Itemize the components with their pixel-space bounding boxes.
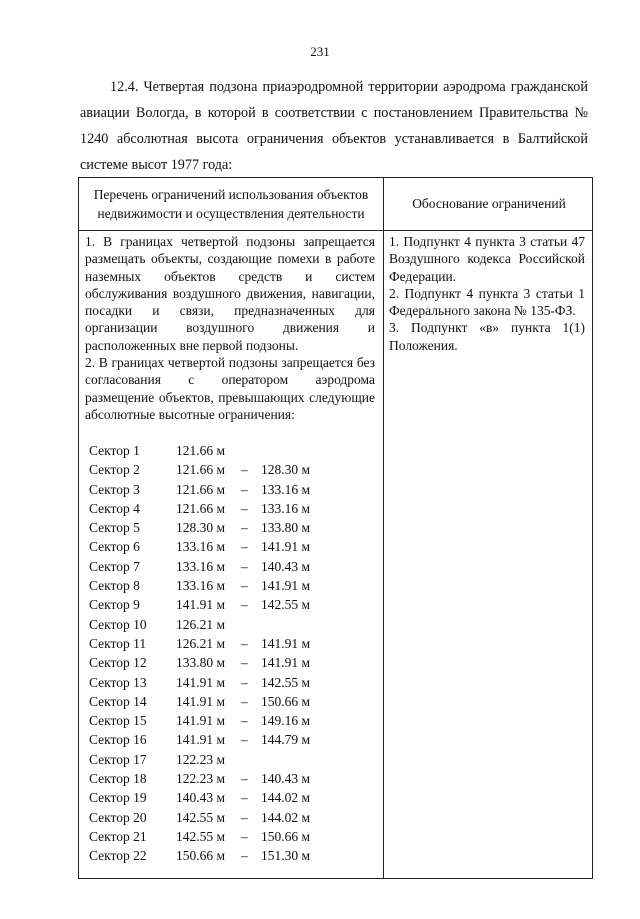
sector-max: 144.02 м xyxy=(261,790,311,806)
sector-name: Сектор 17 xyxy=(89,751,147,767)
sector-name: Сектор 3 xyxy=(89,481,140,497)
sector-row xyxy=(89,692,379,711)
sector-dash: – xyxy=(241,771,248,787)
sector-row xyxy=(89,730,379,749)
sector-dash: – xyxy=(241,520,248,536)
sector-dash: – xyxy=(241,655,248,671)
sector-min: 121.66 м xyxy=(176,462,226,478)
header-restrictions: Перечень ограничений использования объектов недвижимости и осуществления деятельности xyxy=(93,187,369,221)
sector-row xyxy=(89,769,379,788)
sector-row xyxy=(89,846,379,865)
sector-row xyxy=(89,480,379,499)
sector-name: Сектор 13 xyxy=(89,674,147,690)
sector-dash: – xyxy=(241,732,248,748)
sector-dash: – xyxy=(241,481,248,497)
sector-max: 150.66 м xyxy=(261,828,311,844)
header-divider xyxy=(79,230,592,231)
justification-item: 2. Подпункт 4 пункта 3 статьи 1 Федерального закона № 135-ФЗ. xyxy=(389,285,585,319)
sector-list xyxy=(89,441,379,866)
sector-row xyxy=(89,576,379,595)
sector-name: Сектор 12 xyxy=(89,655,147,671)
sector-name: Сектор 1 xyxy=(89,443,140,458)
sector-name: Сектор 18 xyxy=(89,771,147,787)
sector-row xyxy=(89,653,379,672)
sector-min: 141.91 м xyxy=(176,597,226,613)
sector-min: 133.16 м xyxy=(176,578,226,594)
sector-name: Сектор 14 xyxy=(89,693,147,709)
sector-min: 142.55 м xyxy=(176,809,226,825)
sector-max: 128.30 м xyxy=(261,462,311,478)
sector-dash: – xyxy=(241,693,248,709)
sector-max: 144.79 м xyxy=(261,732,311,748)
sector-dash: – xyxy=(241,809,248,825)
sector-name: Сектор 11 xyxy=(89,635,147,651)
sector-dash: – xyxy=(241,635,248,651)
sector-name: Сектор 2 xyxy=(89,462,140,478)
sector-dash: – xyxy=(241,578,248,594)
page-number: 231 xyxy=(310,44,330,59)
sector-max: 149.16 м xyxy=(261,713,311,729)
sector-min: 150.66 м xyxy=(176,848,226,864)
sector-dash: – xyxy=(241,674,248,690)
sector-row xyxy=(89,499,379,518)
sector-row xyxy=(89,808,379,827)
sector-row xyxy=(89,557,379,576)
sector-min: 133.80 м xyxy=(176,655,226,671)
justification-cell xyxy=(389,233,585,354)
sector-dash: – xyxy=(241,713,248,729)
sector-dash: – xyxy=(241,790,248,806)
sector-row xyxy=(89,750,379,769)
restrictions-table xyxy=(78,177,593,879)
sector-min: 141.91 м xyxy=(176,693,226,709)
restriction-item: 2. В границах четвертой подзоны запрещается без согласования с оператором аэродрома размещение объектов, превышающих следующие абсолютные высотные ограничения: xyxy=(85,355,375,422)
sector-max: 140.43 м xyxy=(261,771,311,787)
sector-row xyxy=(89,673,379,692)
header-justification: Обоснование ограничений xyxy=(412,196,566,211)
sector-name: Сектор 21 xyxy=(89,828,147,844)
sector-name: Сектор 10 xyxy=(89,616,147,632)
sector-row xyxy=(89,634,379,653)
sector-min: 121.66 м xyxy=(176,443,226,458)
sector-min: 142.55 м xyxy=(176,828,226,844)
sector-name: Сектор 15 xyxy=(89,713,147,729)
sector-name: Сектор 6 xyxy=(89,539,140,555)
sector-max: 144.02 м xyxy=(261,809,311,825)
sector-max: 133.80 м xyxy=(261,520,311,536)
sector-row xyxy=(89,788,379,807)
restriction-item: 1. В границах четвертой подзоны запрещается размещать объекты, создающие помехи в работе наземных объектов средств и систем обслуживания воздушного движения, навигации, посадки и связи, предназначенных для организации воздушного движения и расположенных вне первой подзоны. xyxy=(85,234,375,353)
sector-row xyxy=(89,711,379,730)
sector-name: Сектор 19 xyxy=(89,790,147,806)
column-divider xyxy=(383,178,384,878)
sector-max: 151.30 м xyxy=(261,848,311,864)
sector-row xyxy=(89,441,379,460)
sector-max: 141.91 м xyxy=(261,578,311,594)
sector-dash: – xyxy=(241,539,248,555)
sector-name: Сектор 4 xyxy=(89,500,140,516)
sector-max: 133.16 м xyxy=(261,500,311,516)
sector-min: 141.91 м xyxy=(176,674,226,690)
sector-dash: – xyxy=(241,500,248,516)
sector-max: 150.66 м xyxy=(261,693,311,709)
sector-dash: – xyxy=(241,462,248,478)
sector-dash: – xyxy=(241,558,248,574)
sector-name: Сектор 20 xyxy=(89,809,147,825)
sector-dash: – xyxy=(241,848,248,864)
sector-name: Сектор 22 xyxy=(89,848,147,864)
sector-name: Сектор 5 xyxy=(89,520,140,536)
sector-max: 142.55 м xyxy=(261,597,311,613)
sector-min: 141.91 м xyxy=(176,732,226,748)
sector-max: 141.91 м xyxy=(261,655,311,671)
sector-dash: – xyxy=(241,828,248,844)
sector-min: 128.30 м xyxy=(176,520,226,536)
sector-row xyxy=(89,518,379,537)
sector-name: Сектор 9 xyxy=(89,597,140,613)
justification-item: 1. Подпункт 4 пункта 3 статьи 47 Воздушного кодекса Российской Федерации. xyxy=(389,234,585,284)
sector-name: Сектор 8 xyxy=(89,578,140,594)
justification-item: 3. Подпункт «в» пункта 1(1) Положения. xyxy=(389,320,585,353)
sector-min: 121.66 м xyxy=(176,500,226,516)
sector-row xyxy=(89,615,379,634)
sector-row xyxy=(89,595,379,614)
sector-min: 141.91 м xyxy=(176,713,226,729)
sector-row xyxy=(89,537,379,556)
sector-max: 141.91 м xyxy=(261,635,311,651)
sector-max: 142.55 м xyxy=(261,674,311,690)
sector-min: 133.16 м xyxy=(176,558,226,574)
sector-name: Сектор 7 xyxy=(89,558,140,574)
sector-min: 126.21 м xyxy=(176,635,226,651)
sector-min: 122.23 м xyxy=(176,771,226,787)
restrictions-cell xyxy=(85,233,375,423)
sector-min: 126.21 м xyxy=(176,616,226,632)
sector-row xyxy=(89,460,379,479)
sector-max: 133.16 м xyxy=(261,481,311,497)
sector-min: 122.23 м xyxy=(176,751,226,767)
sector-max: 140.43 м xyxy=(261,558,311,574)
sector-max: 141.91 м xyxy=(261,539,311,555)
sector-min: 140.43 м xyxy=(176,790,226,806)
sector-min: 121.66 м xyxy=(176,481,226,497)
intro-paragraph: 12.4. Четвертая подзона приаэродромной территории аэродрома гражданской авиации Вологда, в которой в соответствии с постановлением Правительства № 1240 абсолютная высота ограничения объектов устанавливается в Балтийской системе высот 1977 года: xyxy=(80,79,588,173)
sector-name: Сектор 16 xyxy=(89,732,147,748)
sector-dash: – xyxy=(241,597,248,613)
sector-min: 133.16 м xyxy=(176,539,226,555)
sector-row xyxy=(89,827,379,846)
